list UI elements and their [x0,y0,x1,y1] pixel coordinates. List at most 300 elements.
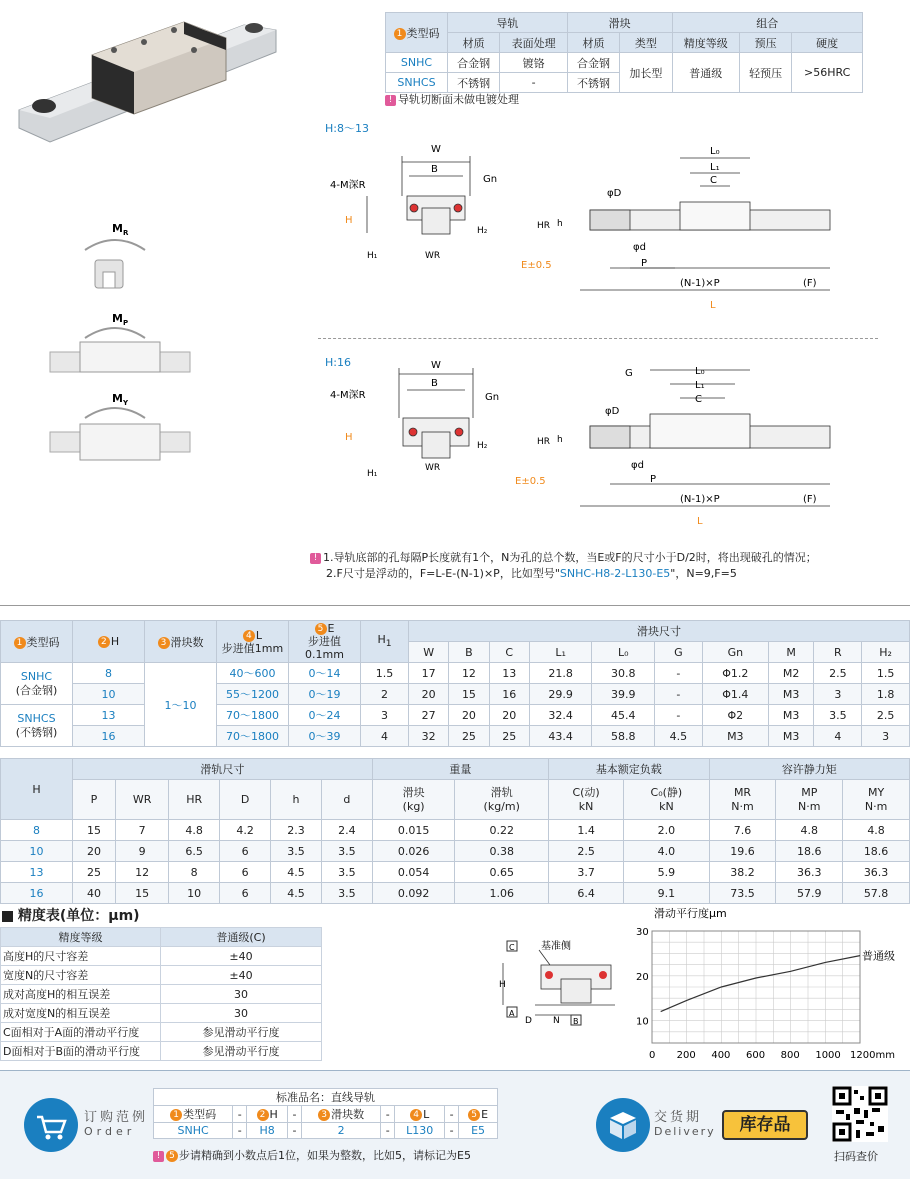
dim-E-2: E±0.5 [515,476,546,487]
order-title [84,1106,148,1138]
cell: 20 [489,705,529,726]
cell: 29.9 [529,684,592,705]
x-tick-label: 1200mm [850,1050,895,1061]
dim-h-2: h [557,435,563,445]
precision-table [0,927,322,1061]
cell: 58.8 [592,726,655,747]
mp-label: $M_P$ [112,312,129,327]
cell: 4.0 [624,841,709,862]
material-header: 材质 [448,33,500,53]
H-value: H8 [247,1123,288,1139]
x-tick-label: 1000 [815,1050,841,1061]
dash: - [381,1123,395,1139]
cell: 13 [1,862,73,883]
cell: 15 [73,820,116,841]
spec-note-text: 导轨切断面未做电镀处理 [398,93,519,106]
cell: 9 [115,841,168,862]
col-my: MY [867,785,885,799]
order-title-en: Order [84,1125,136,1138]
dim-W-2: W [431,360,441,371]
x-tick-label: 200 [676,1050,696,1061]
cell: - [655,684,703,705]
cell: 55～1200 [217,684,289,705]
table-row [1,1042,322,1061]
type-code: SNHCS [386,73,448,93]
table-row [1,820,910,841]
spec-note [385,91,519,107]
precision-title-text: 精度表(单位：μm) [17,908,140,924]
cell: 25 [489,726,529,747]
delivery-title [654,1106,716,1138]
cell: 13 [73,705,145,726]
cell: 21.8 [529,663,592,684]
cell: 6 [220,841,271,862]
cell: 30 [161,985,322,1004]
dash: - [233,1123,247,1139]
dash: - [233,1106,247,1123]
cell: 3.5 [814,705,862,726]
col-L1: L₁ [529,642,592,663]
table-row [1,947,322,966]
cell: 宽度N的尺寸容差 [1,966,161,985]
cell: 18.6 [776,841,843,862]
cell: 1.4 [549,820,624,841]
order-title-cn: 订购范例 [84,1110,149,1125]
cell: 70～1800 [217,726,289,747]
dim-F: (F) [803,278,817,289]
note-1 [310,550,900,566]
dim-H1: H₁ [367,251,378,261]
rail-dims-header: 滑轨尺寸 [73,759,373,780]
L-step: 步进值1mm [221,641,284,655]
cell: M2 [768,663,814,684]
cell: 0～14 [289,663,361,684]
precision-grade: 普通级 [672,53,739,93]
cell: 4.2 [220,820,271,841]
cell: 高度H的尺寸容差 [1,947,161,966]
type-code: SNHC [386,53,448,73]
type-snhcs: SNHCS [17,711,56,725]
col-w-slider: 滑块 [402,785,425,799]
cell: 12 [115,862,168,883]
x-tick-label: 600 [746,1050,766,1061]
type-header: 类型码 [183,1108,217,1121]
label-D: D [525,1016,532,1026]
surface: 镀铬 [500,53,567,73]
label-B: B [573,1017,579,1026]
note-2 [310,566,900,582]
cell: 10 [1,841,73,862]
cell: 39.9 [592,684,655,705]
col-d: d [321,780,372,820]
cell: 25 [449,726,489,747]
col-w-slider-unit: (kg) [402,799,425,813]
col-H2: H₂ [862,642,910,663]
cell: 6.5 [169,841,220,862]
cell: 17 [409,663,449,684]
square-icon [2,911,13,922]
slider-material: 不锈钢 [567,73,619,93]
dim-C: C [710,175,717,186]
cell: 16 [489,684,529,705]
E-header: E [481,1107,489,1121]
series-line [661,956,860,1012]
cell: 32 [409,726,449,747]
cell: 36.3 [843,862,910,883]
H-header: H [1,759,73,820]
weight-header: 重量 [372,759,548,780]
cell: ±40 [161,947,322,966]
normal-header: 普通级(C) [161,928,322,947]
dim-W: W [431,144,441,155]
note-2-tail: "，N=9,F=5 [670,567,737,580]
cell: Φ1.4 [702,684,768,705]
type-header: 类型码 [26,635,60,649]
dim-H1-2: H₁ [367,469,378,479]
table-row [1,1023,322,1042]
dash: - [288,1123,302,1139]
cell: 0.054 [372,862,455,883]
chart-ticks [636,927,895,1061]
warning-icon: ! [310,553,321,564]
cell: 4.5 [655,726,703,747]
x-tick-label: 800 [780,1050,800,1061]
cell: C面相对于A面的滑动平行度 [1,1023,161,1042]
x-tick-label: 400 [711,1050,731,1061]
cell: 0～39 [289,726,361,747]
cell: 0～24 [289,705,361,726]
cell: 3 [814,684,862,705]
cell: - [655,705,703,726]
dim-Gn: Gn [483,174,498,185]
cell: 20 [449,705,489,726]
delivery-title-en: Delivery [654,1125,716,1138]
cell: 1.5 [862,663,910,684]
cell: 2.0 [624,820,709,841]
cell: 1.8 [862,684,910,705]
cell: 3.5 [321,862,372,883]
col-R: R [814,642,862,663]
cell: 4.8 [776,820,843,841]
dash: - [445,1106,459,1123]
cell: 3.7 [549,862,624,883]
cell: 73.5 [709,883,776,904]
col-c-sta-unit: kN [659,799,674,813]
cell: 27 [409,705,449,726]
cell: 6 [220,862,271,883]
table-row [1,985,322,1004]
col-W: W [409,642,449,663]
cell: 0.026 [372,841,455,862]
cell: 38.2 [709,862,776,883]
cell: 16 [73,726,145,747]
blocks-range: 1～10 [145,663,217,747]
table-row [1,684,910,705]
cell: 3 [361,705,409,726]
warning-icon: ! [153,1151,164,1162]
col-my-unit: N·m [864,799,888,813]
dim-H2-2: H₂ [477,441,488,451]
cell: M3 [768,684,814,705]
cell: 2.3 [271,820,322,841]
cell: 0.65 [455,862,549,883]
section-divider [0,605,910,606]
cell: 2 [361,684,409,705]
L-header: L [423,1107,430,1121]
chart-svg [630,905,908,1065]
order-example-table: 标准品名：直线导轨 1 类型码 - 2 H - 3 滑块数 - 4 L - 5 E SNHC - H8 - 2 - L130 - E5 [153,1088,498,1139]
cell: 20 [73,841,116,862]
cell: 19.6 [709,841,776,862]
scan-label: 扫码查价 [834,1150,878,1163]
cell: 1.5 [361,663,409,684]
chart-title: 滑动平行度μm [654,907,727,920]
rail-dims-table [0,758,910,904]
dim-H: H [345,215,353,226]
precision-title [2,905,140,925]
table-row [1,841,910,862]
slider-material: 合金钢 [567,53,619,73]
col-Gn: Gn [702,642,768,663]
col-c-sta: C₀(静) [650,785,683,799]
cell: 9.1 [624,883,709,904]
cell: 3.5 [321,841,372,862]
H1-sub: 1 [385,638,392,650]
cell: Φ1.2 [702,663,768,684]
slider-type-header: 类型 [620,33,672,53]
dim-B: B [431,164,438,175]
cell: 0.22 [455,820,549,841]
y-tick-label: 30 [636,927,649,938]
slider-material-header: 材质 [567,33,619,53]
dim-phiD: φD [607,188,622,199]
dim-phiD-2: φD [605,406,620,417]
col-w-rail: 滑轨 [490,785,513,799]
cell: - [655,663,703,684]
type-value: SNHC [154,1123,233,1139]
cell: D面相对于B面的滑动平行度 [1,1042,161,1061]
slider-type: 加长型 [620,53,672,93]
cell: 3.5 [321,883,372,904]
cell: 43.4 [529,726,592,747]
H1-header: H [377,633,386,647]
blocks-value: 2 [302,1123,381,1139]
dim-WR-2: WR [425,463,441,473]
col-P: P [73,780,116,820]
h-range-label: H:8～13 [325,122,369,135]
series-label: 普通级 [862,949,895,963]
dim-E: E±0.5 [521,260,552,271]
cell: 4.8 [169,820,220,841]
slider-dims-header: 滑块尺寸 [409,621,910,642]
dim-L1-2: L₁ [695,380,705,391]
x-tick-label: 0 [649,1050,656,1061]
drawing-h16 [325,348,885,538]
hardness-header: 硬度 [792,33,863,53]
warning-icon: ! [385,95,396,106]
cell: 1.06 [455,883,549,904]
load-header: 基本额定负载 [549,759,710,780]
cell: 0～19 [289,684,361,705]
notes [310,550,900,582]
E-value: E5 [459,1123,498,1139]
cell: 7.6 [709,820,776,841]
dim-L: L [710,300,716,311]
cell: 70～1800 [217,705,289,726]
cell: 36.3 [776,862,843,883]
order-note-text: 步请精确到小数点后1位，如果为整数，比如5，请标记为E5 [179,1149,471,1162]
cell: 4.5 [271,883,322,904]
dash: - [445,1123,459,1139]
parallelism-chart [630,905,908,1065]
dim-Gn-2: Gn [485,392,500,403]
col-c-dyn-unit: kN [578,799,594,813]
chart-grid [652,931,860,1043]
cell: 0.092 [372,883,455,904]
product-photo [14,10,284,145]
cell: 32.4 [529,705,592,726]
cell: 8 [1,820,73,841]
cell: 25 [73,862,116,883]
type-code-header: 类型码 [406,26,440,40]
col-mp-unit: N·m [798,799,821,813]
col-c-dyn: C(动) [572,785,600,799]
delivery-icon [596,1098,650,1152]
ref-side: 基准侧 [541,941,571,952]
col-C: C [489,642,529,663]
table-row [1,1004,322,1023]
E-step: 步进值0.1mm [305,635,344,661]
dim-phid-2: φd [631,460,644,471]
note-2-text: 2.F尺寸是浮动的，F=L-E-(N-1)×P，比如型号" [326,567,560,580]
E-header: E [327,622,335,635]
dim-B-2: B [431,378,438,389]
cell: 18.6 [843,841,910,862]
surface-header: 表面处理 [500,33,567,53]
note-2-model: SNHC-H8-2-L130-E5 [559,567,671,580]
table-row [1,883,910,904]
dim-C-2: C [695,394,702,405]
col-B: B [449,642,489,663]
label-C: C [509,943,515,952]
cell: 45.4 [592,705,655,726]
label-N: N [553,1016,560,1026]
col-h: h [271,780,322,820]
blocks-header: 滑块数 [331,1108,365,1121]
rail-material: 不锈钢 [448,73,500,93]
cell: 4.5 [271,862,322,883]
order-note: ! 5 步请精确到小数点后1位，如果为整数，比如5，请标记为E5 [153,1147,471,1163]
cell: 15 [115,883,168,904]
col-D: D [220,780,271,820]
cell: 6.4 [549,883,624,904]
cell: 0.38 [455,841,549,862]
surface: - [500,73,567,93]
cell: 10 [73,684,145,705]
dim-HR: HR [537,221,551,231]
cell: M3 [768,726,814,747]
dim-P: P [641,258,648,269]
dim-NP: (N-1)×P [680,278,720,289]
type-snhcs-sub: (不锈钢) [15,725,58,739]
table-row [1,705,910,726]
cell: 40 [73,883,116,904]
cell: 3 [862,726,910,747]
col-G: G [655,642,703,663]
qr-code[interactable] [832,1086,888,1142]
L-header: L [255,628,263,642]
cell: 7 [115,820,168,841]
dim-P-2: P [650,474,657,485]
col-M: M [768,642,814,663]
rail-material: 合金钢 [448,53,500,73]
type-snhc-sub: (合金钢) [15,683,58,697]
cell: 6 [220,883,271,904]
col-mr: MR [733,785,752,799]
cell: 0.015 [372,820,455,841]
cell: 20 [409,684,449,705]
mr-label: $M_R$ [112,222,129,237]
cell: 57.8 [843,883,910,904]
delivery-title-cn: 交货期 [654,1110,703,1125]
blocks-header: 滑块数 [170,635,204,649]
dim-WR: WR [425,251,441,261]
cell: Φ2 [702,705,768,726]
cell: 参见滑动平行度 [161,1042,322,1061]
dash: - [381,1106,395,1123]
L-value: L130 [395,1123,445,1139]
h16-label: H:16 [325,356,351,369]
cell: 30.8 [592,663,655,684]
y-tick-label: 10 [636,1016,649,1028]
cell: 13 [489,663,529,684]
col-L0: L₀ [592,642,655,663]
dim-M-2: 4-M深R [330,390,366,401]
cell: M3 [768,705,814,726]
dim-NP-2: (N-1)×P [680,494,720,505]
dim-HR-2: HR [537,437,551,447]
note-1-text: 1.导轨底部的孔每隔P长度就有1个，N为孔的总个数，当E或F的尺寸小于D/2时，将出现破孔的情况； [323,551,817,564]
cell: 57.9 [776,883,843,904]
dim-L0-2: L₀ [695,366,705,377]
type-snhc: SNHC [20,669,53,683]
preload-header: 预压 [740,33,792,53]
dim-M: 4-M深R [330,180,366,191]
cell: 5.9 [624,862,709,883]
cell: 8 [169,862,220,883]
cell: 2.5 [549,841,624,862]
y-tick-label: 20 [636,971,649,983]
table-row [1,663,910,684]
slider-dims-table: 1 类型码 2 H 3 滑块数 4 L 步进值1mm 5 E 步进值0.1mm $H_1$ 滑块尺寸 W B C L₁ L₀ G Gn M R H₂ SNHC (合金钢) 8 1～10 40～600 0～14 1.5 17 12 13 21.8 30.8 - Φ1.2 M2 2.5 1.5 10 55～1200 0～19 2 20 15 16 29.9 39.9 - Φ1.4 M3 3 1.8 SNHCS (不锈钢) 13 70～1800 0～24 3 27 20 20 32.4 45.4 - Φ2 M3 3.5 2.5 16 70～1800 0～39 4 32 25 25 43.4 58.8 4.5 M3 M3 4 3 [0,620,910,747]
table-row [1,862,910,883]
spec-table: 1 类型码 导轨 滑块 组合 材质 表面处理 材质 类型 精度等级 预压 硬度 SNHC 合金钢 镀铬 合金钢 加长型 普通级 轻预压 >56HRC SNHCS 不锈钢 - 不锈钢 [385,12,863,93]
cell: 16 [1,883,73,904]
cell: 参见滑动平行度 [161,1023,322,1042]
cell: ±40 [161,966,322,985]
cell: 成对宽度N的相互误差 [1,1004,161,1023]
moment-header: 容许静力矩 [709,759,909,780]
cell: 3.5 [271,841,322,862]
slider-header: 滑块 [567,13,672,33]
cell: 2.4 [321,820,372,841]
guide-rail-header: 导轨 [448,13,568,33]
moment-diagrams [40,210,200,470]
H-header: H [269,1107,278,1121]
col-mr-unit: N·m [731,799,754,813]
dim-H2: H₂ [477,226,488,236]
cell: 2.5 [862,705,910,726]
